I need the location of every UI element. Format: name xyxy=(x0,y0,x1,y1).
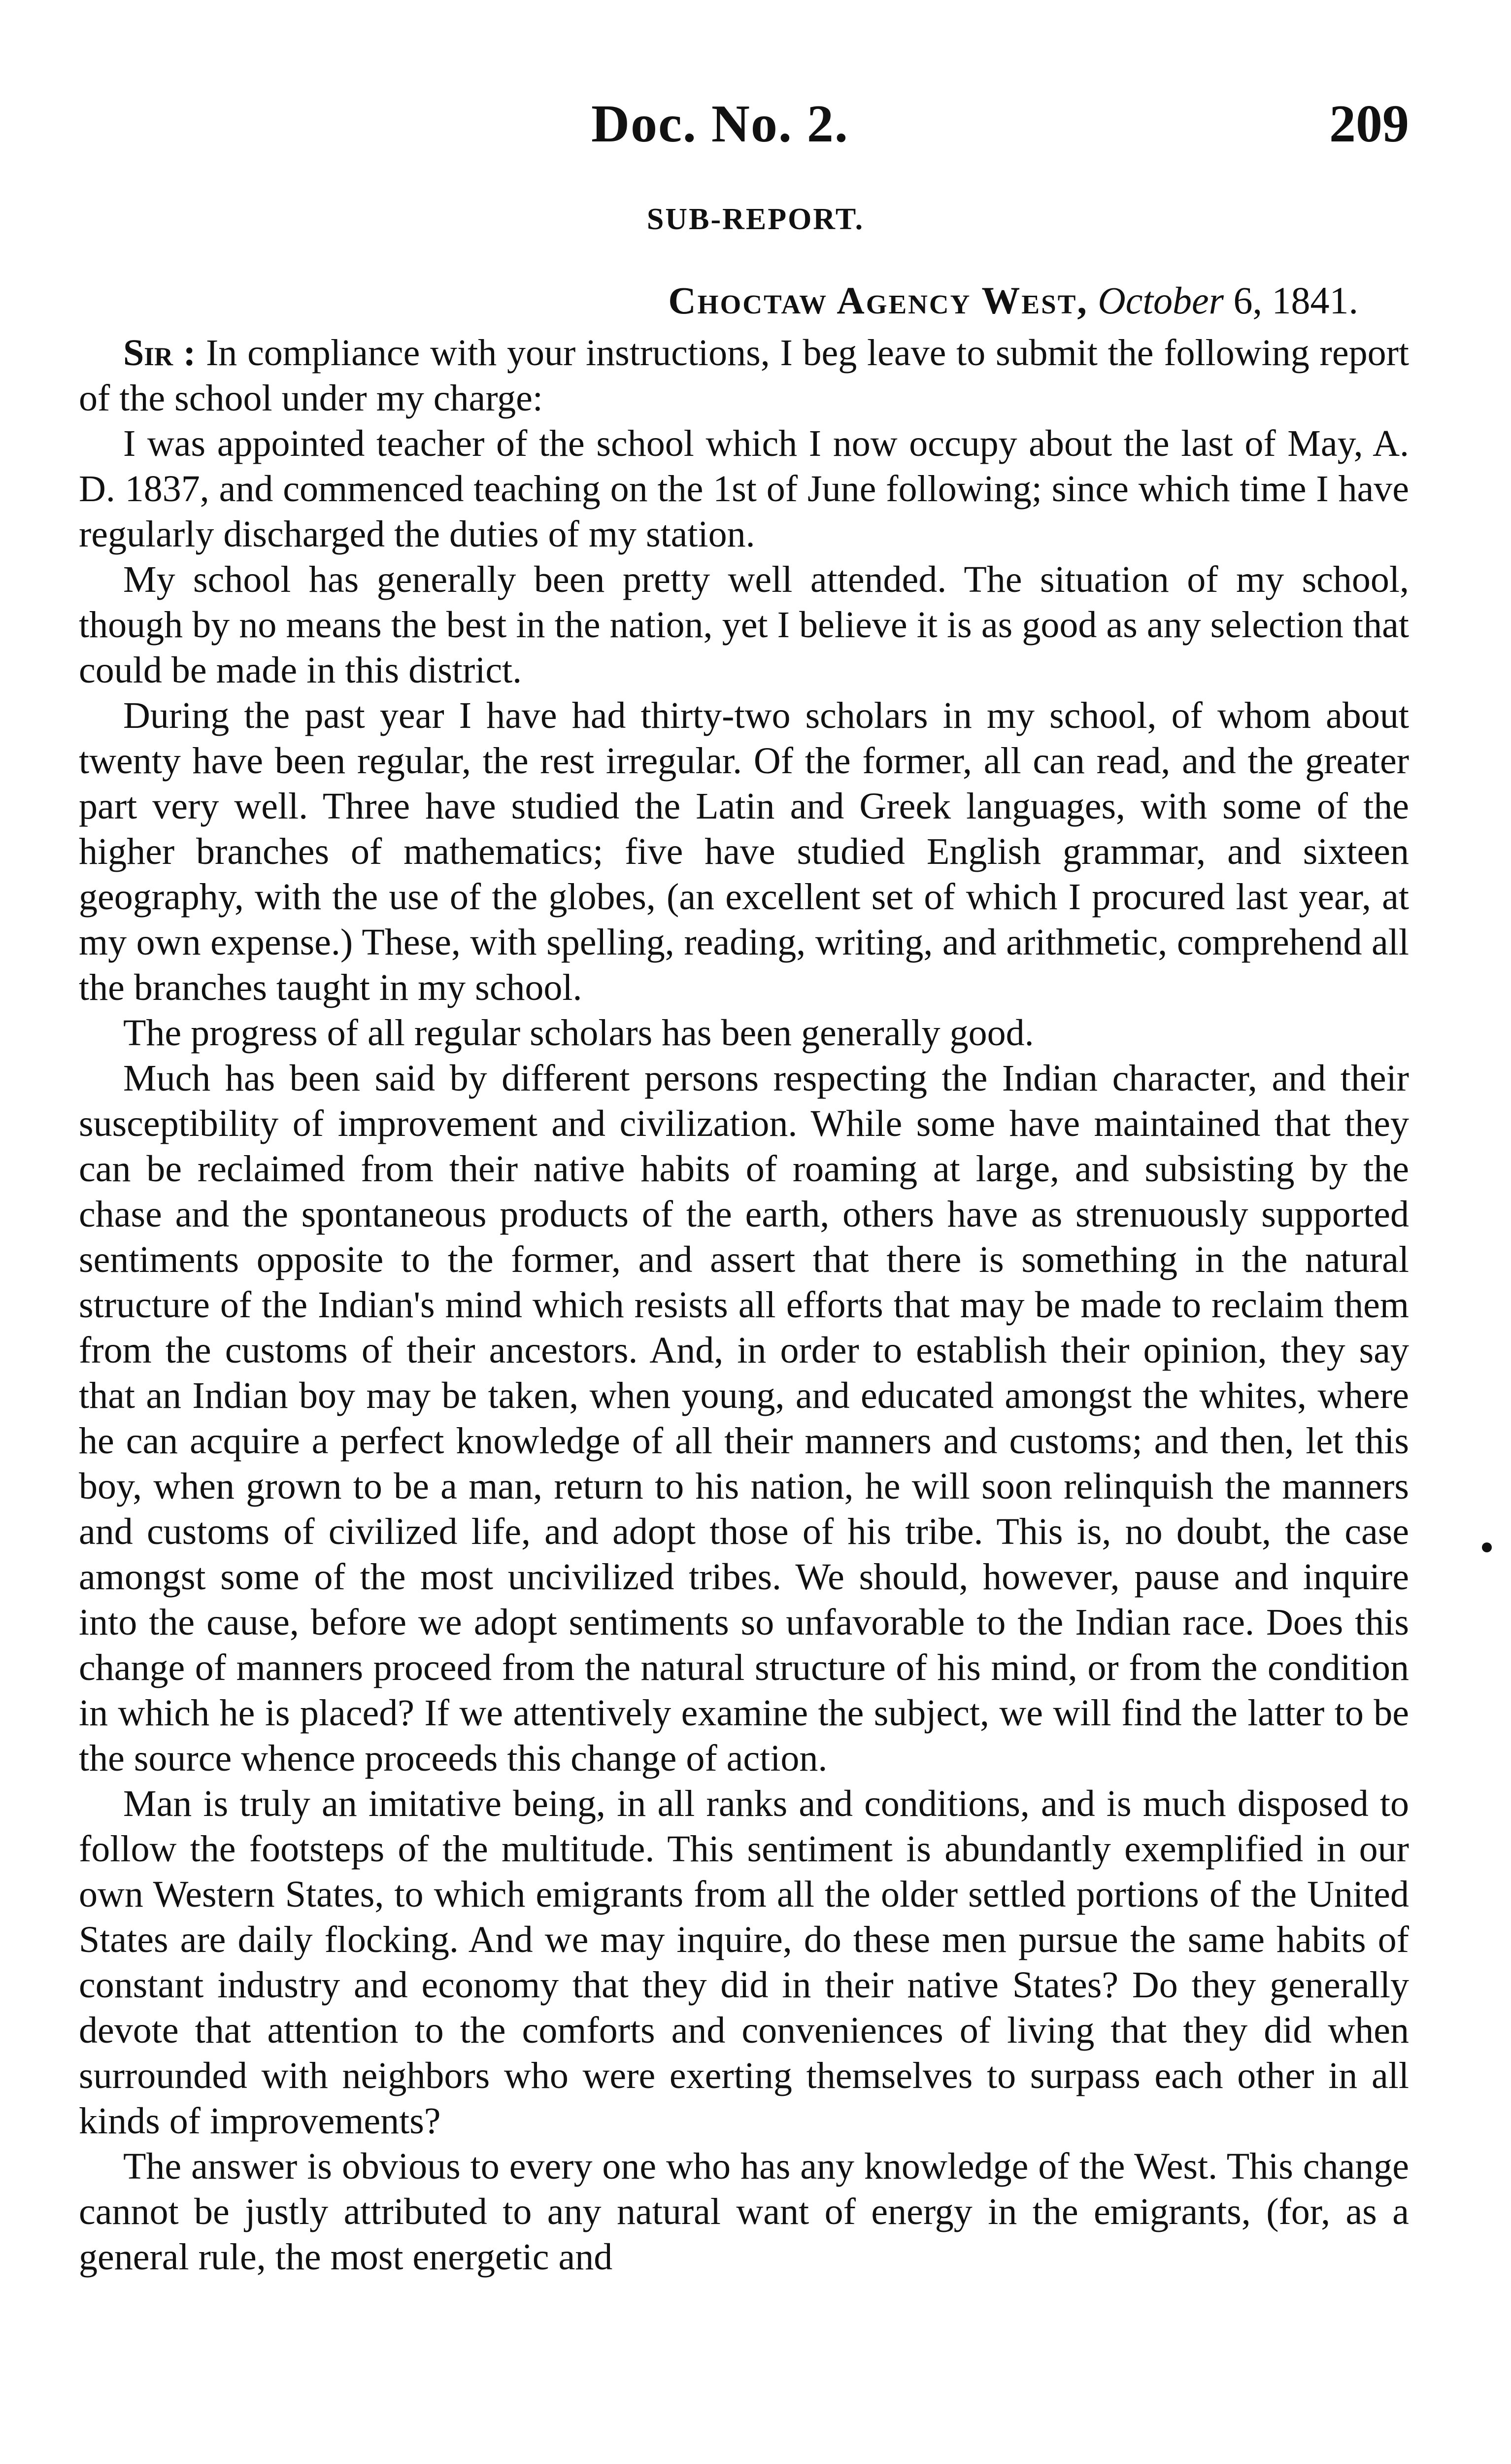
document-number: Doc. No. 2. xyxy=(591,95,849,153)
dateline-day-year: 6, 1841. xyxy=(1233,279,1358,322)
paragraph: My school has generally been pretty well attended. The situation of my school, though by no means the best in the nation, yet I believe it is as good as any selection that could be made in this district. xyxy=(79,559,1409,691)
paragraph: The progress of all regular scholars has been generally good. xyxy=(123,1012,1034,1054)
paragraph xyxy=(79,330,1409,421)
letter-body xyxy=(79,330,1409,2280)
paragraph: During the past year I have had thirty-two scholars in my school, of whom about twenty have been regular, the rest irregular. Of the former, all can read, and the greater part very well. Three have studied the Latin and Greek languages, with some of the higher branches of mathematics; five have studied English grammar, and sixteen geography, with the use of the globes, (an excellent set of which I procured last year, at my own expense.) These, with spelling, reading, writing, and arithmetic, comprehend all the branches taught in my school. xyxy=(79,695,1409,1008)
paragraph: The answer is obvious to every one who has any knowledge of the West. This change cannot be justly attributed to any natural want of energy in the emigrants, (for, as a general rule, the most energetic and xyxy=(79,2146,1409,2278)
margin-ink-dot xyxy=(1482,1542,1492,1552)
page-header xyxy=(79,94,1409,177)
page-number: 209 xyxy=(1329,95,1409,153)
paragraph: Much has been said by different persons respecting the Indian character, and their susceptibility of improvement and civilization. While some have maintained that they can be reclaimed from their native habits of roaming at large, and subsisting by the chase and the spontaneous products of the earth, others have as strenuously supported sentiments opposite to the former, and assert that there is something in the natural structure of the Indian's mind which resists all efforts that may be made to reclaim them from the customs of their ancestors. And, in order to establish their opinion, they say that an Indian boy may be taken, when young, and educated amongst the whites, where he can acquire a perfect knowledge of all their manners and customs; and then, let this boy, when grown to be a man, return to his nation, he will soon relinquish the manners and customs of civilized life, and adopt those of his tribe. This is, no doubt, the case amongst some of the most uncivilized tribes. We should, however, pause and inquire into the cause, before we adopt sentiments so unfavorable to the Indian race. Does this change of manners proceed from the natural structure of his mind, or from the condition in which he is placed? If we attentively examine the subject, we will find the latter to be the source whence proceeds this change of action. xyxy=(79,1058,1409,1779)
paragraph: I was appointed teacher of the school which I now occupy about the last of May, A. D. 1837, and commenced teaching on the 1st of June following; since which time I have regularly discharged the duties of my station. xyxy=(79,423,1409,555)
dateline-agency: Choctaw Agency West, xyxy=(668,279,1088,322)
paragraph: Man is truly an imitative being, in all ranks and conditions, and is much disposed to follow the footsteps of the multitude. This sentiment is abundantly exemplified in our own Western States, to which emigrants from all the older settled portions of the United States are daily flocking. And we may inquire, do these men pursue the same habits of constant industry and economy that they did in their native States? Do they generally devote that attention to the comforts and conveniences of living that they did when surrounded with neighbors who were exerting themselves to surpass each other in all kinds of improvements? xyxy=(79,1783,1409,2142)
section-title: SUB-REPORT. xyxy=(646,203,865,236)
salutation: Sir : xyxy=(123,332,196,374)
dateline xyxy=(668,278,1358,323)
paragraph-text: In compliance with your instructions, I beg leave to submit the following report of the school under my charge: xyxy=(79,332,1409,419)
dateline-month: October xyxy=(1098,279,1224,322)
